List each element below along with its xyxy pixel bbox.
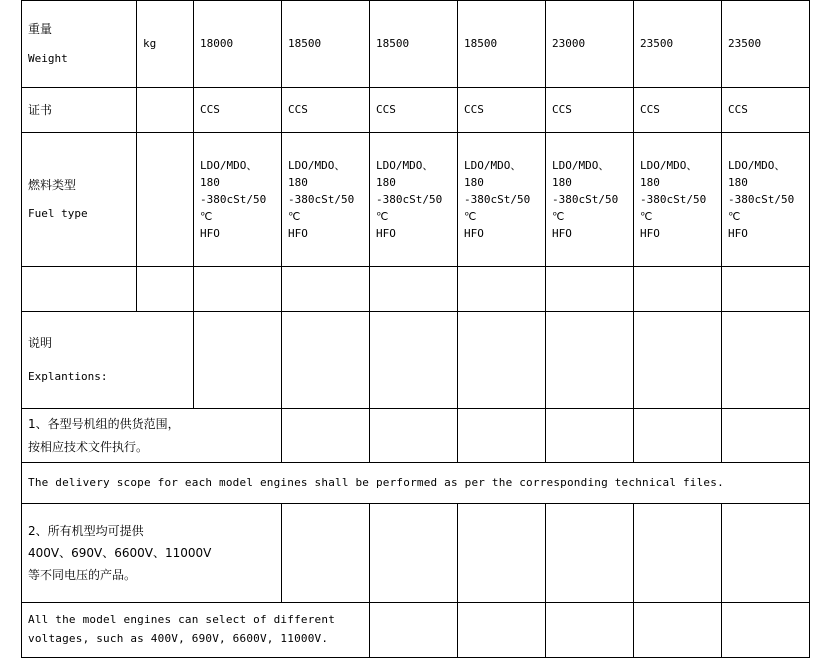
note2-en-blank-4 [634,603,722,658]
note1-blank-1 [282,409,370,463]
cell-fuel-type-5 [546,133,634,267]
row-label-fuel-type-en: Fuel type [28,207,88,221]
cell-certificate-7: CCS [722,88,810,133]
table-row-certificate [22,88,810,133]
notes-heading-blank-6 [634,312,722,409]
note2-blank-2 [370,504,458,603]
note2-blank-4 [546,504,634,603]
fuel-line-2: -380cSt/50℃ [376,192,443,224]
note2-en-blank-5 [722,603,810,658]
note1-cn-line1: 1、各型号机组的供货范围， [28,417,180,432]
note1-cn-line2: 按相应技术文件执行。 [28,439,149,454]
notes-heading-blank-5 [546,312,634,409]
row-unit-weight: kg [137,1,194,88]
cell-certificate-4: CCS [458,88,546,133]
fuel-line-2: -380cSt/50℃ [728,192,795,224]
cell-weight-4: 18500 [458,1,546,88]
note2-en-blank-1 [370,603,458,658]
spacer-cell-7 [722,267,810,312]
note2-blank-6 [722,504,810,603]
row-label-fuel-type-cn: 燃料类型 [28,177,77,192]
spacer-cell-2 [282,267,370,312]
table-row-note1-en [22,463,810,504]
fuel-line-2: -380cSt/50℃ [200,192,267,224]
fuel-line-1: LDO/MDO、180 [200,158,258,189]
notes-heading-cell [22,312,194,409]
spacer-cell-label [22,267,137,312]
notes-heading-blank-1 [194,312,282,409]
note2-en-line1: All the model engines can select of different [28,613,336,627]
note2-en-blank-3 [546,603,634,658]
fuel-line-1: LDO/MDO、180 [376,158,434,189]
note1-blank-2 [370,409,458,463]
fuel-line-3: HFO [376,227,396,241]
fuel-line-1: LDO/MDO、180 [288,158,346,189]
fuel-line-3: HFO [288,227,308,241]
cell-weight-6: 23500 [634,1,722,88]
notes-heading-blank-4 [458,312,546,409]
table-row-spacer [22,267,810,312]
table-row-fuel-type [22,133,810,267]
notes-heading-blank-7 [722,312,810,409]
cell-certificate-1: CCS [194,88,282,133]
fuel-line-1: LDO/MDO、180 [552,158,610,189]
note2-blank-3 [458,504,546,603]
row-unit-fuel-type [137,133,194,267]
note2-blank-5 [634,504,722,603]
row-label-certificate-cn: 证书 [28,102,53,117]
fuel-line-1: LDO/MDO、180 [640,158,698,189]
spacer-cell-unit [137,267,194,312]
cell-certificate-3: CCS [370,88,458,133]
note2-en-line2: voltages, such as 400V, 690V, 6600V, 11000V. [28,632,329,645]
fuel-line-3: HFO [200,227,220,241]
cell-fuel-type-3 [370,133,458,267]
note2-cn-line3: 等不同电压的产品。 [28,568,137,583]
cell-weight-1: 18000 [194,1,282,88]
note1-cn-cell [22,409,282,463]
cell-fuel-type-1 [194,133,282,267]
note2-en-blank-2 [458,603,546,658]
table-row-note2-cn [22,504,810,603]
note2-cn-line2: 400V、690V、6600V、11000V [28,545,212,560]
note2-en-cell [22,603,370,658]
fuel-line-3: HFO [552,227,572,241]
note1-blank-4 [546,409,634,463]
row-unit-certificate [137,88,194,133]
notes-heading-blank-2 [282,312,370,409]
cell-certificate-6: CCS [634,88,722,133]
table-row-notes-heading [22,312,810,409]
table-row-weight [22,1,810,88]
fuel-line-3: HFO [640,227,660,241]
spacer-cell-3 [370,267,458,312]
fuel-line-1: LDO/MDO、180 [728,158,786,189]
notes-heading-cn: 说明 [28,336,53,351]
cell-weight-5: 23000 [546,1,634,88]
fuel-line-3: HFO [464,227,484,241]
note2-cn-cell [22,504,282,603]
note1-blank-5 [634,409,722,463]
cell-weight-7: 23500 [722,1,810,88]
notes-heading-blank-3 [370,312,458,409]
cell-weight-3: 18500 [370,1,458,88]
cell-certificate-2: CCS [282,88,370,133]
row-label-weight-cn: 重量 [28,22,53,37]
cell-fuel-type-6 [634,133,722,267]
cell-fuel-type-2 [282,133,370,267]
cell-weight-2: 18500 [282,1,370,88]
row-label-weight [22,1,137,88]
note1-blank-3 [458,409,546,463]
row-label-weight-en: Weight [28,51,68,65]
note2-blank-1 [282,504,370,603]
note2-cn-line1: 2、所有机型均可提供 [28,523,144,538]
note1-en-cell [22,463,810,504]
table-row-note1-cn [22,409,810,463]
cell-fuel-type-4 [458,133,546,267]
spacer-cell-5 [546,267,634,312]
notes-heading-en: Explantions: [28,369,108,383]
spacer-cell-1 [194,267,282,312]
fuel-line-2: -380cSt/50℃ [640,192,707,224]
fuel-line-1: LDO/MDO、180 [464,158,522,189]
note1-en-text: The delivery scope for each model engines shall be performed as per the corresponding technical files. [28,475,724,489]
cell-fuel-type-7 [722,133,810,267]
note1-blank-6 [722,409,810,463]
row-label-fuel-type [22,133,137,267]
cell-certificate-5: CCS [546,88,634,133]
fuel-line-2: -380cSt/50℃ [552,192,619,224]
spacer-cell-6 [634,267,722,312]
row-label-certificate [22,88,137,133]
table-row-note2-en [22,603,810,658]
engine-specification-table [21,0,810,658]
spacer-cell-4 [458,267,546,312]
fuel-line-2: -380cSt/50℃ [464,192,531,224]
fuel-line-3: HFO [728,227,748,241]
fuel-line-2: -380cSt/50℃ [288,192,355,224]
